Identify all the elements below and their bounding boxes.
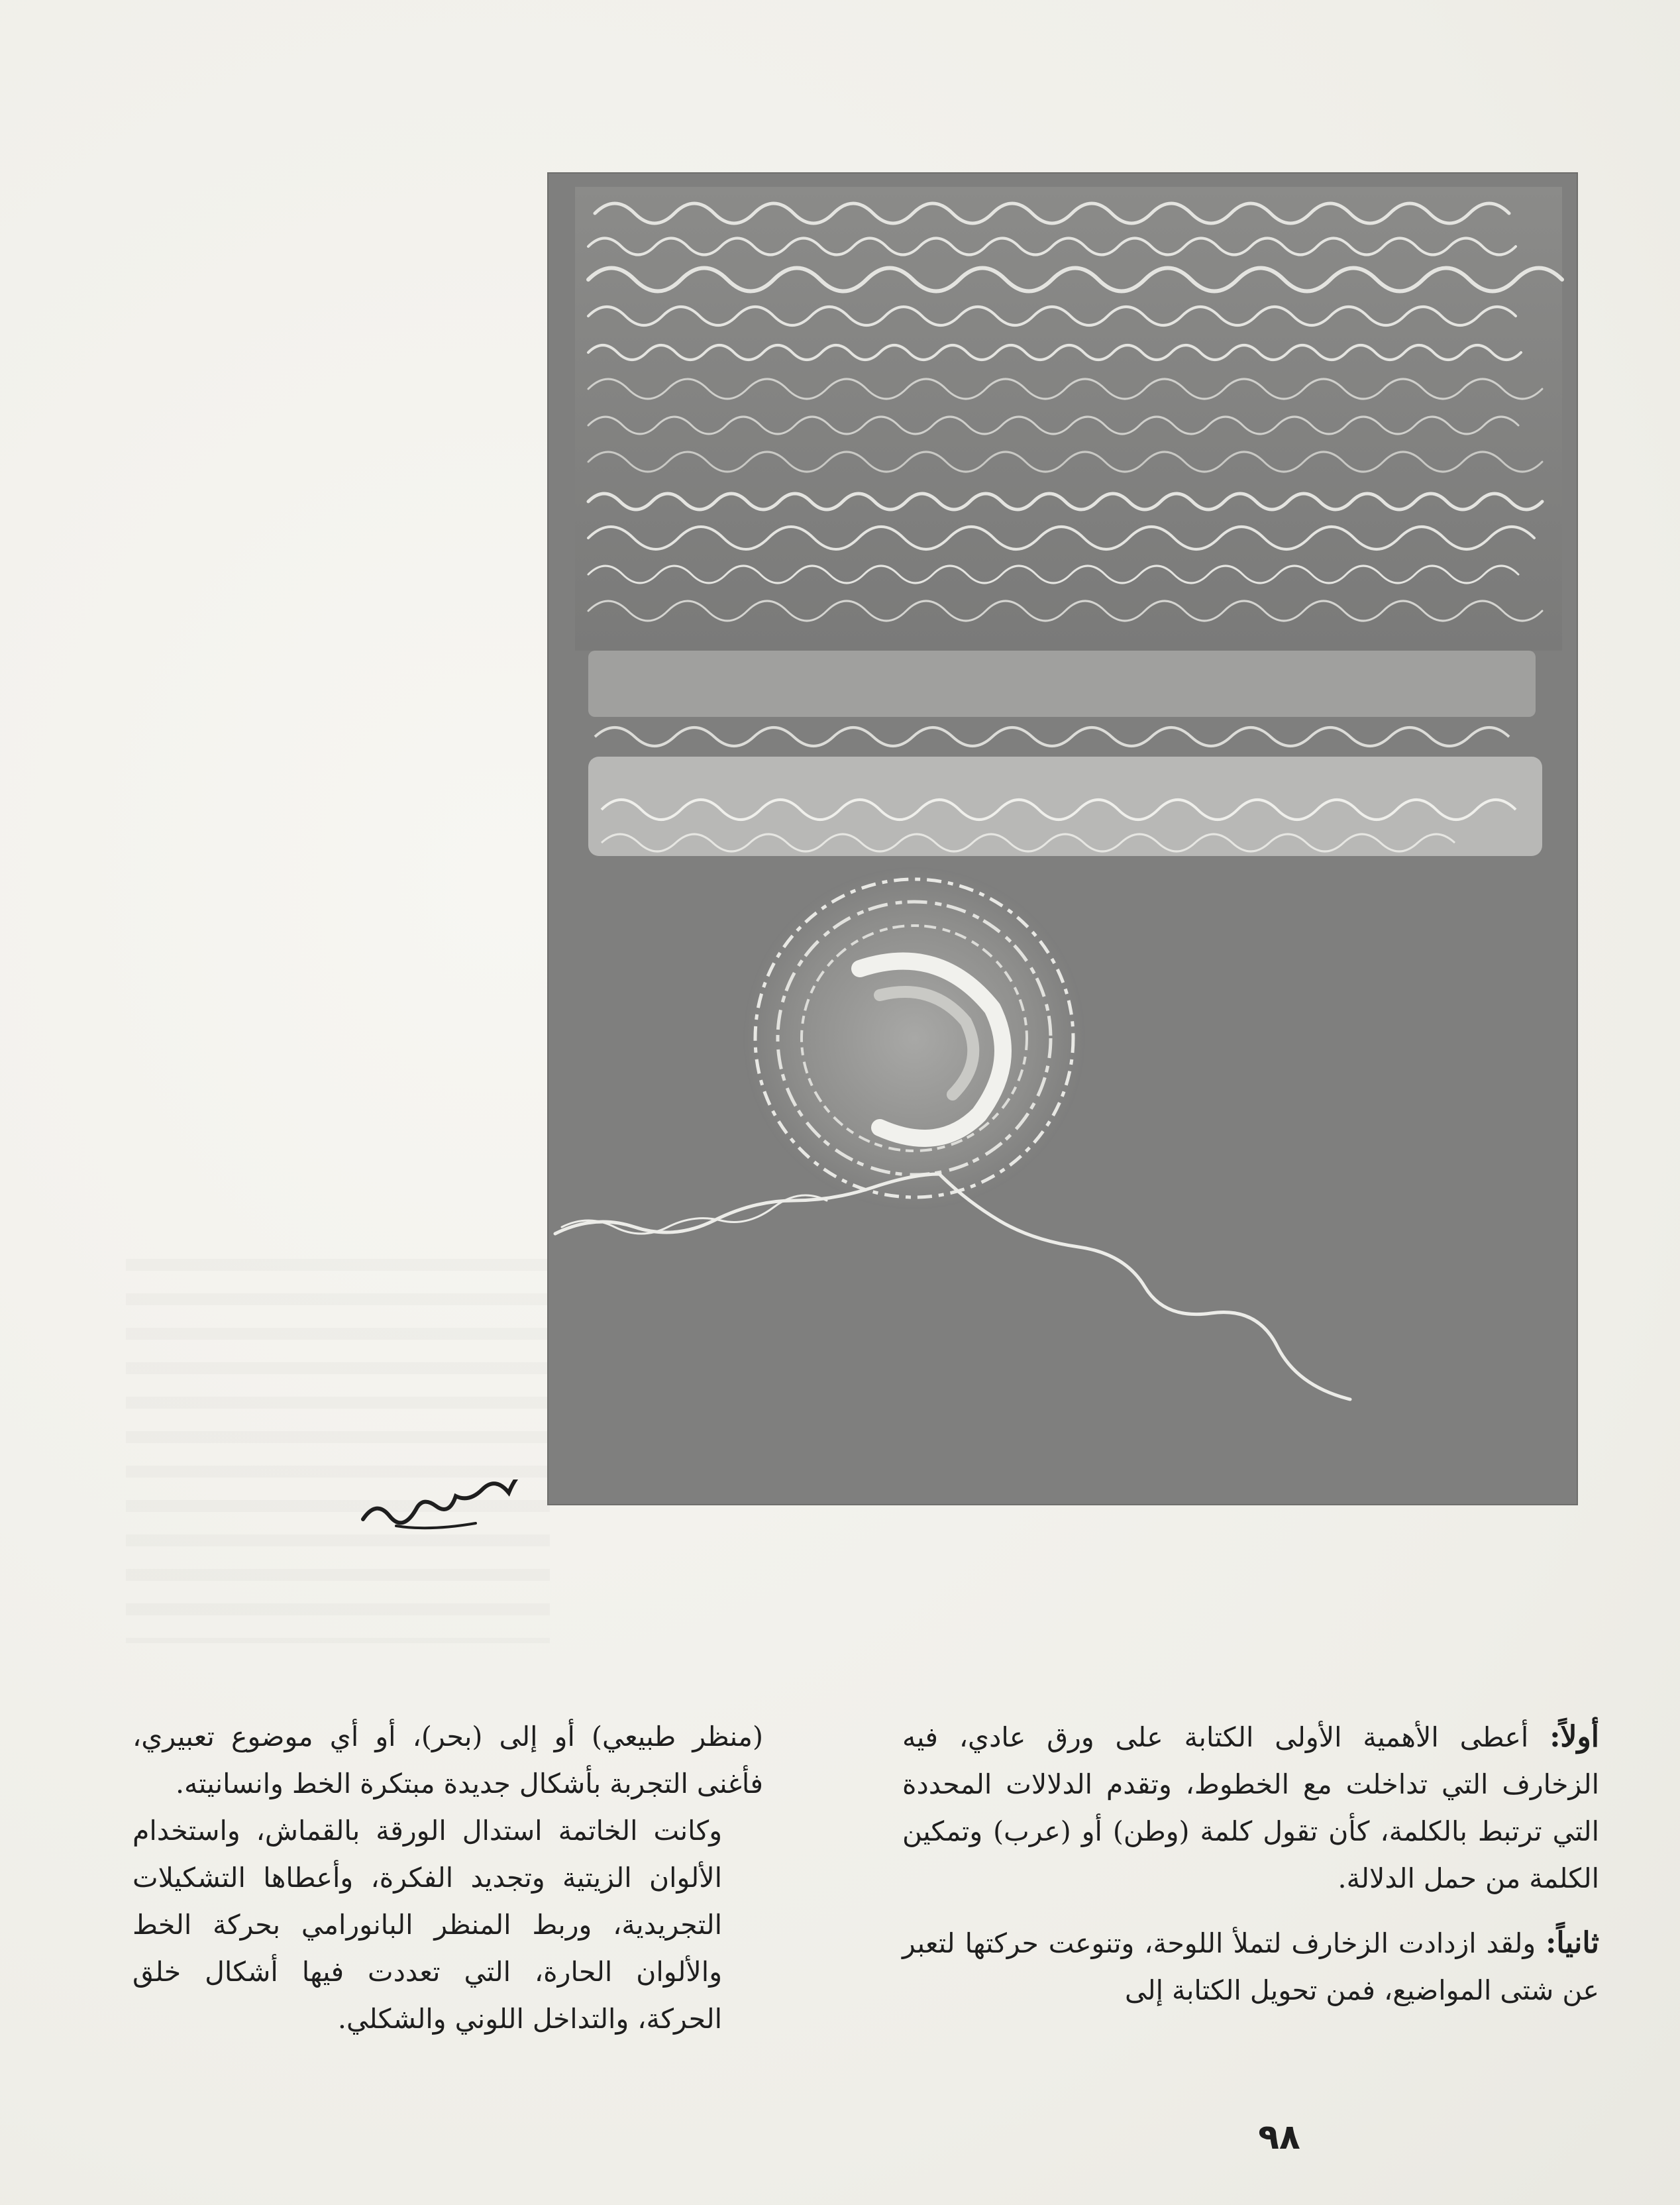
artist-signature xyxy=(356,1479,530,1534)
paragraph-second-text: ولقد ازدادت الزخارف لتملأ اللوحة، وتنوعت حركتها لتعبر عن شتى المواضيع، فمن تحويل الكتابة إلى xyxy=(902,1927,1599,2006)
left-paragraph-continuation: (منظر طبيعي) أو إلى (بحر)، أو أي موضوع تعبيري، فأغنى التجربة بأشكال جديدة مبتكرة الخط وانسانيته. xyxy=(132,1721,763,1800)
paragraph-first-text: أعطى الأهمية الأولى الكتابة على ورق عادي، فيه الزخارف التي تداخلت مع الخطوط، وتقدم الدلالات المحددة التي ترتبط بالكلمة، كأن تقول كلمة (وطن) أو (عرب) وتمكين الكلمة من حمل الدلالة. xyxy=(902,1721,1599,1894)
paragraph-first xyxy=(902,1713,1599,1902)
left-paragraph-conclusion: وكانت الخاتمة استدال الورقة بالقماش، واستخدام الألوان الزيتية وتجديد الفكرة، وأعطاها التشكيلات التجريدية، وربط المنظر البانورامي بحركة الخط والألوان الحارة، التي تعددت فيها أشكال خلق الحركة، والتداخل اللوني والشكلي. xyxy=(132,1815,722,2035)
calligraphy-artwork-image xyxy=(549,174,1577,1504)
page-number: ٩٨ xyxy=(1258,2118,1300,2157)
paragraph-second xyxy=(902,1919,1599,2014)
left-text-column xyxy=(132,1713,763,2043)
right-text-column xyxy=(902,1713,1599,2014)
calligraphy-artwork xyxy=(549,174,1577,1504)
show-through-shadow xyxy=(126,1259,550,1643)
paragraph-second-lead: ثانياً: xyxy=(1546,1926,1599,1960)
signature-icon xyxy=(356,1479,530,1534)
circular-calligraphy xyxy=(743,867,1085,1209)
paragraph-first-lead: أولاً: xyxy=(1549,1720,1599,1754)
